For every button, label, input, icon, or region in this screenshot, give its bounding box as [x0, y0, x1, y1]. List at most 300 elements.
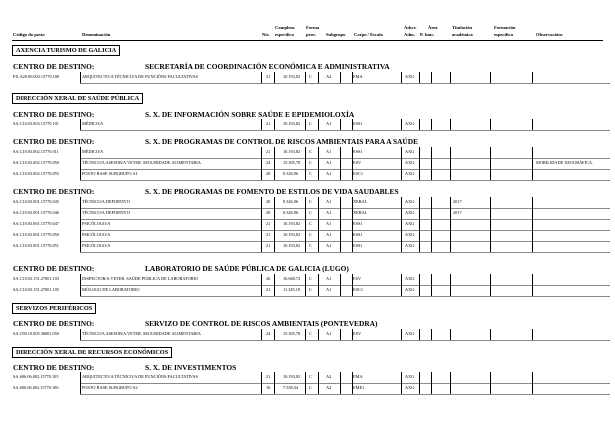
- denominacion-cell: TÉCNICO/A DEPORTIVO: [82, 199, 130, 204]
- column-divider: [80, 274, 81, 285]
- column-divider: [274, 383, 275, 394]
- column-divider: [305, 158, 306, 169]
- forma-prov-cell: C: [309, 74, 312, 79]
- column-divider: [431, 208, 432, 219]
- column-divider: [318, 383, 319, 394]
- column-divider: [431, 219, 432, 230]
- complemento-cell: 10.193,82: [283, 149, 301, 154]
- subgrupo-cell: A1: [326, 287, 332, 292]
- column-divider: [318, 72, 319, 83]
- column-divider: [305, 329, 306, 340]
- column-divider: [305, 219, 306, 230]
- column-divider: [80, 72, 81, 83]
- column-divider: [261, 169, 262, 180]
- column-divider: [419, 241, 420, 252]
- column-divider: [340, 285, 341, 296]
- subgrupo-cell: A2: [326, 374, 332, 379]
- column-divider: [490, 169, 491, 180]
- header-especifico: específico: [275, 32, 294, 37]
- column-divider: [318, 241, 319, 252]
- complemento-cell: 8.326,96: [283, 199, 299, 204]
- nivel-cell: 21: [266, 121, 271, 126]
- column-divider: [490, 241, 491, 252]
- posto-code-cell: SA.C10.03.002.15770.011: [13, 149, 59, 154]
- column-divider: [318, 208, 319, 219]
- nivel-cell: 21: [266, 243, 271, 248]
- column-divider: [80, 158, 81, 169]
- table-row: [0, 383, 615, 394]
- column-divider: [431, 274, 432, 285]
- table-row: [0, 241, 615, 252]
- forma-prov-cell: C: [309, 160, 312, 165]
- centro-name: S. X. DE INFORMACIÓN SOBRE SAÚDE E EPIDEMIOLOXÍA: [145, 110, 355, 119]
- column-divider: [274, 119, 275, 130]
- corpo-escala-cell: ESC1: [353, 171, 364, 176]
- column-divider: [450, 241, 451, 252]
- header-titulacion: Titulación: [452, 25, 473, 30]
- column-divider: [431, 158, 432, 169]
- complemento-cell: 8.326,96: [283, 210, 299, 215]
- column-divider: [419, 329, 420, 340]
- column-divider: [261, 147, 262, 158]
- nivel-cell: 20: [266, 199, 271, 204]
- column-divider: [450, 329, 451, 340]
- column-divider: [352, 169, 353, 180]
- column-divider: [274, 230, 275, 241]
- corpo-escala-cell: XERAL: [353, 199, 368, 204]
- posto-code-cell: SA.C10.03.003.15770.101: [13, 121, 59, 126]
- column-divider: [490, 230, 491, 241]
- column-divider: [340, 72, 341, 83]
- header-especifica: específica: [494, 32, 513, 37]
- denominacion-cell: MÉDICO/A: [82, 149, 104, 154]
- header-formacion: Formación: [494, 25, 516, 30]
- column-divider: [261, 241, 262, 252]
- column-divider: [340, 219, 341, 230]
- column-divider: [490, 158, 491, 169]
- column-divider: [490, 72, 491, 83]
- column-divider: [274, 329, 275, 340]
- adscr-adm-cell: AXG: [405, 276, 415, 281]
- corpo-escala-cell: ESS1: [353, 221, 363, 226]
- column-divider: [450, 119, 451, 130]
- section-title: AXENCIA TURISMO DE GALICIA: [12, 45, 120, 56]
- forma-prov-cell: C: [309, 331, 312, 336]
- column-divider: [419, 383, 420, 394]
- complemento-cell: 10.193,82: [283, 374, 301, 379]
- column-divider: [340, 329, 341, 340]
- table-row: [0, 285, 615, 296]
- row-divider: [80, 180, 610, 181]
- column-divider: [340, 230, 341, 241]
- column-divider: [532, 285, 533, 296]
- forma-prov-cell: C: [309, 171, 312, 176]
- column-divider: [261, 383, 262, 394]
- column-divider: [532, 274, 533, 285]
- row-divider: [80, 394, 610, 395]
- column-divider: [340, 383, 341, 394]
- column-divider: [401, 329, 402, 340]
- centro-label: CENTRO DE DESTINO:: [13, 137, 95, 146]
- column-divider: [401, 197, 402, 208]
- denominacion-cell: MÉDICO/A: [82, 121, 104, 126]
- column-divider: [401, 285, 402, 296]
- forma-prov-cell: C: [309, 232, 312, 237]
- nivel-cell: 20: [266, 210, 271, 215]
- titulacion-cell: 2017: [453, 210, 462, 215]
- column-divider: [431, 169, 432, 180]
- corpo-escala-cell: EMA: [353, 374, 363, 379]
- column-divider: [80, 169, 81, 180]
- column-divider: [490, 372, 491, 383]
- posto-code-cell: SA.C10.03.151.27001.103: [13, 276, 59, 281]
- forma-prov-cell: C: [309, 221, 312, 226]
- complemento-cell: 10.193,82: [283, 232, 301, 237]
- subgrupo-cell: A1: [326, 171, 332, 176]
- column-divider: [318, 285, 319, 296]
- table-row: [0, 329, 615, 340]
- centro-name: S. X. DE INVESTIMENTOS: [145, 363, 237, 372]
- column-divider: [340, 169, 341, 180]
- table-row: [0, 372, 615, 383]
- column-divider: [274, 274, 275, 285]
- column-divider: [305, 208, 306, 219]
- column-divider: [340, 241, 341, 252]
- column-divider: [340, 147, 341, 158]
- nivel-cell: 21: [266, 74, 271, 79]
- centro-name: SECRETARÍA DE COORDINACIÓN ECONÓMICA E ADMINISTRATIVA: [145, 62, 390, 71]
- column-divider: [419, 274, 420, 285]
- forma-prov-cell: C: [309, 385, 312, 390]
- forma-prov-cell: C: [309, 243, 312, 248]
- column-divider: [532, 383, 533, 394]
- posto-code-cell: SA.C90.10.005.36001.050: [13, 331, 59, 336]
- column-divider: [490, 219, 491, 230]
- nivel-cell: 20: [266, 171, 271, 176]
- column-divider: [352, 285, 353, 296]
- column-divider: [340, 274, 341, 285]
- column-divider: [80, 383, 81, 394]
- centro-name: S. X. DE PROGRAMAS DE FOMENTO DE ESTILOS DE VIDA SAUDABLES: [145, 187, 399, 196]
- denominacion-cell: POSTO BASE SUBGRUPO A1: [82, 171, 138, 176]
- table-row: [0, 147, 615, 158]
- centro-label: CENTRO DE DESTINO:: [13, 187, 95, 196]
- column-divider: [431, 372, 432, 383]
- column-divider: [318, 329, 319, 340]
- column-divider: [401, 219, 402, 230]
- column-divider: [532, 147, 533, 158]
- column-divider: [261, 285, 262, 296]
- corpo-escala-cell: ESS1: [353, 232, 363, 237]
- column-divider: [318, 372, 319, 383]
- column-divider: [401, 230, 402, 241]
- adscr-adm-cell: AXG: [405, 199, 415, 204]
- header-corpo: Corpo / Escala: [354, 32, 383, 37]
- header-forma: Forma: [306, 25, 320, 30]
- nivel-cell: 21: [266, 232, 271, 237]
- column-divider: [419, 147, 420, 158]
- nivel-cell: 21: [266, 374, 271, 379]
- column-divider: [490, 274, 491, 285]
- column-divider: [401, 208, 402, 219]
- header-area: Área: [428, 25, 438, 30]
- subgrupo-cell: A1: [326, 121, 332, 126]
- adscr-adm-cell: AXG: [405, 149, 415, 154]
- column-divider: [431, 197, 432, 208]
- subgrupo-cell: A1: [326, 243, 332, 248]
- column-divider: [261, 230, 262, 241]
- column-divider: [352, 372, 353, 383]
- subgrupo-cell: A1: [326, 160, 332, 165]
- corpo-escala-cell: XERAL: [353, 210, 368, 215]
- column-divider: [352, 119, 353, 130]
- column-divider: [401, 147, 402, 158]
- subgrupo-cell: A1: [326, 276, 332, 281]
- adscr-adm-cell: AXG: [405, 74, 415, 79]
- complemento-cell: 15.305,78: [283, 160, 301, 165]
- nivel-cell: 26: [266, 276, 271, 281]
- column-divider: [305, 230, 306, 241]
- complemento-cell: 10.193,82: [283, 243, 301, 248]
- complemento-cell: 11.345,18: [283, 287, 301, 292]
- adscr-adm-cell: AXG: [405, 221, 415, 226]
- column-divider: [431, 329, 432, 340]
- column-divider: [318, 230, 319, 241]
- column-divider: [490, 147, 491, 158]
- column-divider: [450, 72, 451, 83]
- header-observacions: Observacións: [536, 32, 563, 37]
- centro-label: CENTRO DE DESTINO:: [13, 264, 95, 273]
- column-divider: [532, 169, 533, 180]
- column-divider: [80, 230, 81, 241]
- corpo-escala-cell: ESS1: [353, 243, 363, 248]
- column-divider: [532, 119, 533, 130]
- column-divider: [274, 219, 275, 230]
- denominacion-cell: PSICÓLOGO/A: [82, 243, 111, 248]
- column-divider: [305, 197, 306, 208]
- adscr-adm-cell: AXG: [405, 243, 415, 248]
- posto-code-cell: SA.C10.03.001.15770.046: [13, 210, 59, 215]
- column-divider: [450, 285, 451, 296]
- column-divider: [80, 208, 81, 219]
- centro-label: CENTRO DE DESTINO:: [13, 363, 95, 372]
- column-divider: [80, 219, 81, 230]
- column-divider: [274, 285, 275, 296]
- posto-code-cell: SA.C10.03.002.15770.050: [13, 160, 59, 165]
- column-divider: [305, 383, 306, 394]
- posto-code-cell: SA.C10.03.001.15770.051: [13, 243, 59, 248]
- corpo-escala-cell: EME1: [353, 385, 365, 390]
- header-codigo: Código do posto: [13, 32, 45, 37]
- column-divider: [261, 329, 262, 340]
- column-divider: [450, 158, 451, 169]
- column-divider: [401, 72, 402, 83]
- column-divider: [261, 158, 262, 169]
- column-divider: [419, 158, 420, 169]
- denominacion-cell: POSTO BASE SUBGRUPO A2: [82, 385, 138, 390]
- corpo-escala-cell: ESS1: [353, 149, 363, 154]
- column-divider: [450, 230, 451, 241]
- column-divider: [532, 329, 533, 340]
- header-complem: Complem.: [275, 25, 296, 30]
- header-prov: prov.: [306, 32, 316, 37]
- column-divider: [305, 147, 306, 158]
- subgrupo-cell: A2: [326, 385, 332, 390]
- column-divider: [352, 197, 353, 208]
- adscr-adm-cell: AXG: [405, 232, 415, 237]
- centro-name: LABORATORIO DE SAÚDE PÚBLICA DE GALICIA (LUGO): [145, 264, 349, 273]
- complemento-cell: 10.193,82: [283, 221, 301, 226]
- column-divider: [431, 241, 432, 252]
- subgrupo-cell: A1: [326, 331, 332, 336]
- column-divider: [431, 147, 432, 158]
- denominacion-cell: INSPECTOR/A VETER. SAÚDE PÚBLICA DE LABORATORIO: [82, 276, 199, 281]
- complemento-cell: 15.305,78: [283, 331, 301, 336]
- column-divider: [261, 219, 262, 230]
- column-divider: [431, 72, 432, 83]
- column-divider: [431, 285, 432, 296]
- subgrupo-cell: A1: [326, 210, 332, 215]
- titulacion-cell: 2017: [453, 199, 462, 204]
- denominacion-cell: TÉCNICO/A ASESOR/A VETER. SEGURIDADE ALIMENTARIA: [82, 160, 201, 165]
- column-divider: [261, 208, 262, 219]
- corpo-escala-cell: ESV: [353, 160, 362, 165]
- column-divider: [401, 383, 402, 394]
- column-divider: [352, 147, 353, 158]
- column-divider: [318, 158, 319, 169]
- column-divider: [450, 208, 451, 219]
- section-title: DIRECCIÓN XERAL DE SAÚDE PÚBLICA: [12, 93, 143, 104]
- denominacion-cell: PSICÓLOGO/A: [82, 232, 111, 237]
- header-adm: Adm.: [404, 32, 415, 37]
- posto-code-cell: SA.S06.06.002.15770.106: [13, 385, 59, 390]
- adscr-adm-cell: AXG: [405, 287, 415, 292]
- column-divider: [352, 208, 353, 219]
- column-divider: [261, 274, 262, 285]
- column-divider: [401, 169, 402, 180]
- column-divider: [318, 169, 319, 180]
- adscr-adm-cell: AXG: [405, 385, 415, 390]
- column-divider: [261, 197, 262, 208]
- nivel-cell: 21: [266, 149, 271, 154]
- column-divider: [352, 158, 353, 169]
- posto-code-cell: SA.C10.03.001.15770.047: [13, 221, 59, 226]
- column-divider: [274, 208, 275, 219]
- denominacion-cell: TÉCNICO/A ASESOR/A VETER. SEGURIDADE ALIMENTARIA: [82, 331, 201, 336]
- column-divider: [318, 274, 319, 285]
- corpo-escala-cell: ESC1: [353, 287, 364, 292]
- column-divider: [80, 329, 81, 340]
- posto-code-cell: SA.C10.03.002.15770.055: [13, 171, 59, 176]
- row-divider: [80, 340, 610, 341]
- column-divider: [450, 372, 451, 383]
- table-row: [0, 119, 615, 130]
- header-adscr: Adscr.: [404, 25, 417, 30]
- column-divider: [401, 158, 402, 169]
- column-divider: [431, 119, 432, 130]
- column-divider: [419, 197, 420, 208]
- column-divider: [419, 208, 420, 219]
- column-divider: [431, 230, 432, 241]
- column-divider: [305, 119, 306, 130]
- section-title: SERVIZOS PERIFÉRICOS: [12, 303, 96, 314]
- column-divider: [274, 72, 275, 83]
- posto-code-cell: SA.C10.03.151.27001.105: [13, 287, 59, 292]
- column-divider: [305, 241, 306, 252]
- column-divider: [274, 241, 275, 252]
- column-divider: [419, 372, 420, 383]
- column-divider: [490, 197, 491, 208]
- column-divider: [318, 219, 319, 230]
- forma-prov-cell: C: [309, 287, 312, 292]
- forma-prov-cell: C: [309, 210, 312, 215]
- column-divider: [340, 158, 341, 169]
- complemento-cell: 10.193,82: [283, 121, 301, 126]
- forma-prov-cell: C: [309, 374, 312, 379]
- column-divider: [352, 274, 353, 285]
- forma-prov-cell: C: [309, 121, 312, 126]
- subgrupo-cell: A1: [326, 232, 332, 237]
- column-divider: [419, 285, 420, 296]
- row-divider: [80, 83, 610, 84]
- column-divider: [490, 208, 491, 219]
- row-divider: [80, 252, 610, 253]
- corpo-escala-cell: ESV: [353, 331, 362, 336]
- column-divider: [274, 169, 275, 180]
- centro-name: S. X. DE PROGRAMAS DE CONTROL DE RISCOS AMBIENTAIS PARA A SAÚDE: [145, 137, 419, 146]
- column-divider: [318, 147, 319, 158]
- subgrupo-cell: A1: [326, 149, 332, 154]
- column-divider: [80, 372, 81, 383]
- column-divider: [274, 372, 275, 383]
- header-subgrupo: Subgrupo: [326, 32, 346, 37]
- column-divider: [352, 219, 353, 230]
- column-divider: [450, 383, 451, 394]
- table-row: [0, 208, 615, 219]
- column-divider: [532, 219, 533, 230]
- column-divider: [450, 219, 451, 230]
- column-divider: [401, 119, 402, 130]
- column-divider: [532, 208, 533, 219]
- forma-prov-cell: C: [309, 149, 312, 154]
- adscr-adm-cell: AXG: [405, 121, 415, 126]
- column-divider: [490, 383, 491, 394]
- denominacion-cell: ARQUITECTO/A TÉCNICO/A DE FUNCIÓNS FACULTATIVAS: [82, 74, 198, 79]
- column-divider: [340, 197, 341, 208]
- denominacion-cell: ARQUITECTO/A TÉCNICO/A DE FUNCIÓNS FACULTATIVAS: [82, 374, 198, 379]
- header-rule: [12, 40, 603, 41]
- table-row: [0, 197, 615, 208]
- centro-label: CENTRO DE DESTINO:: [13, 319, 95, 328]
- column-divider: [305, 274, 306, 285]
- nivel-cell: 24: [266, 331, 271, 336]
- column-divider: [532, 241, 533, 252]
- column-divider: [305, 72, 306, 83]
- column-divider: [80, 241, 81, 252]
- nivel-cell: 16: [266, 385, 271, 390]
- column-divider: [419, 219, 420, 230]
- corpo-escala-cell: ESS1: [353, 121, 363, 126]
- denominacion-cell: PSICÓLOGO/A: [82, 221, 111, 226]
- column-divider: [305, 169, 306, 180]
- header-denominacion: Denominación: [82, 32, 111, 37]
- denominacion-cell: TÉCNICO/A DEPORTIVO: [82, 210, 130, 215]
- column-divider: [401, 241, 402, 252]
- column-divider: [431, 383, 432, 394]
- adscr-adm-cell: AXG: [405, 160, 415, 165]
- denominacion-cell: BIÓLOGO DE LABORATORIO: [82, 287, 140, 292]
- adscr-adm-cell: AXG: [405, 374, 415, 379]
